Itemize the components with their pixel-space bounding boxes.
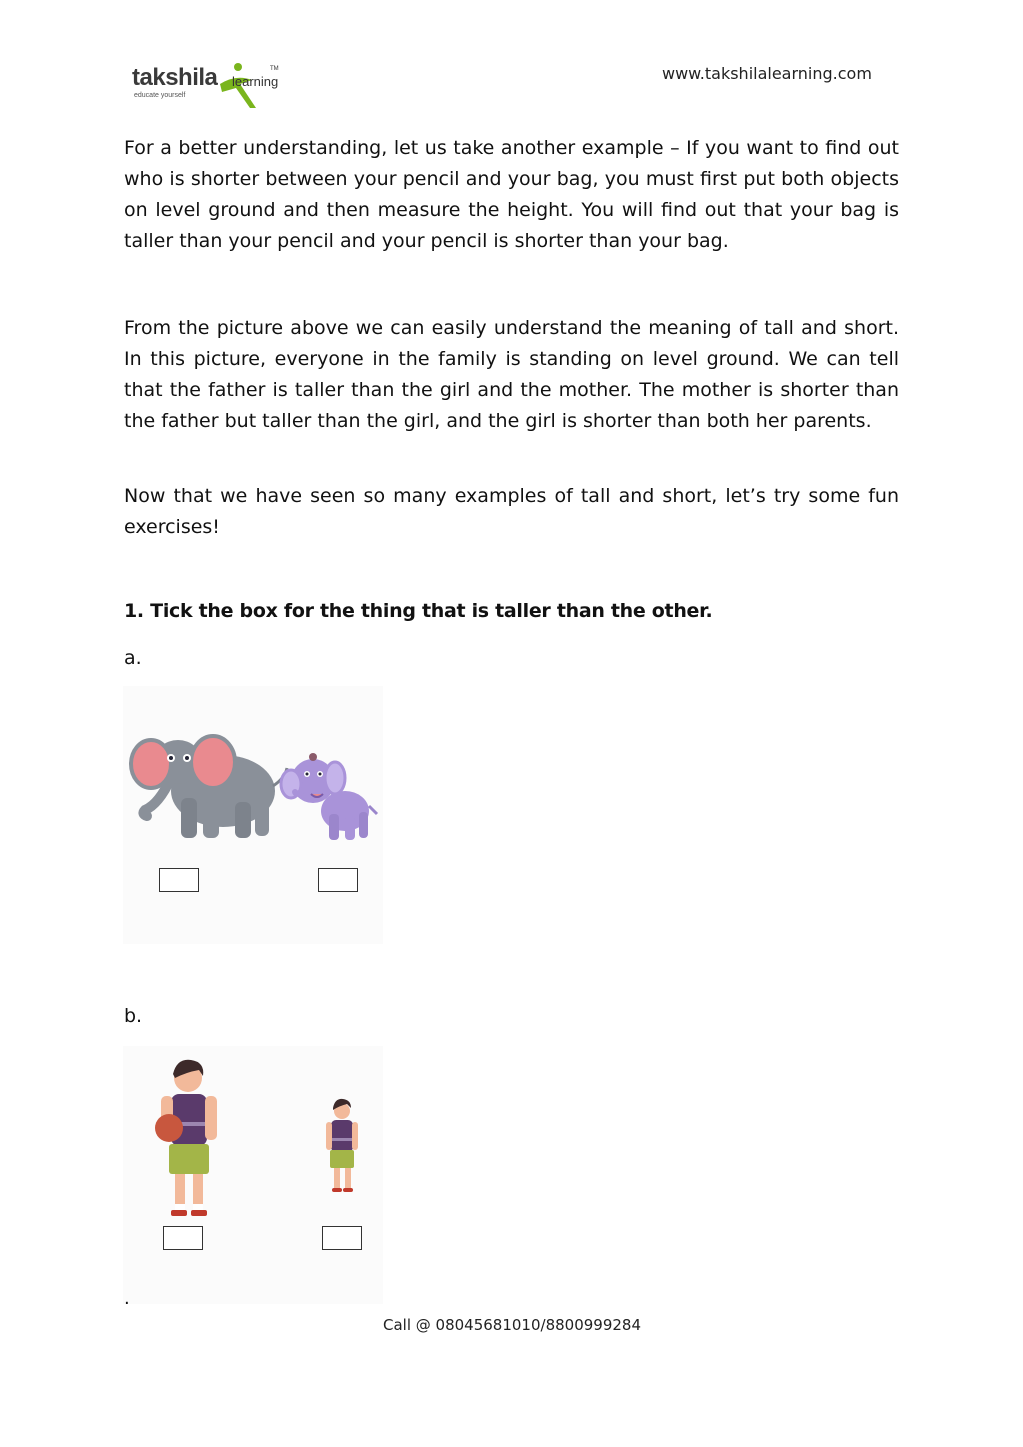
- big-elephant-icon: [131, 736, 287, 838]
- exercise-title: 1. Tick the box for the thing that is taller than the other.: [124, 600, 713, 622]
- tall-boy-icon: [155, 1060, 217, 1216]
- baby-elephant-icon: [281, 753, 377, 840]
- elephant-pair-illustration: [123, 686, 383, 944]
- exercise-b-label: b.: [124, 1005, 143, 1027]
- tick-box-tall-boy[interactable]: [163, 1226, 203, 1250]
- logo-tagline: educate yourself: [134, 92, 186, 99]
- footer-call: Call @ 08045681010/8800999284: [383, 1316, 642, 1334]
- trailing-dot: .: [124, 1288, 130, 1309]
- tick-box-big-elephant[interactable]: [159, 868, 199, 892]
- exercise-a-panel: [123, 686, 383, 944]
- paragraph-pencil-bag: For a better understanding, let us take another example – If you want to find out who is shorter between your pencil and your bag, you must first put both objects on level ground and then measure the height. You will find out that your bag is taller than your pencil and your pencil is shorter than your bag.: [124, 137, 899, 252]
- takshila-logo: [130, 56, 290, 112]
- exercise-b-panel: [123, 1046, 383, 1304]
- boy-pair-illustration: [123, 1046, 383, 1304]
- logo-tm: TM: [270, 66, 279, 72]
- logo-main-text: takshila: [132, 64, 218, 91]
- exercise-a-label: a.: [124, 647, 142, 669]
- tick-box-baby-elephant[interactable]: [318, 868, 358, 892]
- logo-sub-text: learning: [232, 74, 279, 89]
- paragraph-family: From the picture above we can easily understand the meaning of tall and short. In this picture, everyone in the family is standing on level ground. We can tell that the father is taller than the girl and the mother. The mother is shorter than the father but taller than the girl, and the girl is shorter than both her parents.: [124, 317, 899, 432]
- tick-box-short-boy[interactable]: [322, 1226, 362, 1250]
- site-url: www.takshilalearning.com: [662, 64, 872, 83]
- short-boy-icon: [326, 1099, 358, 1192]
- paragraph-exercises-intro: Now that we have seen so many examples of tall and short, let’s try some fun exercises!: [124, 485, 899, 538]
